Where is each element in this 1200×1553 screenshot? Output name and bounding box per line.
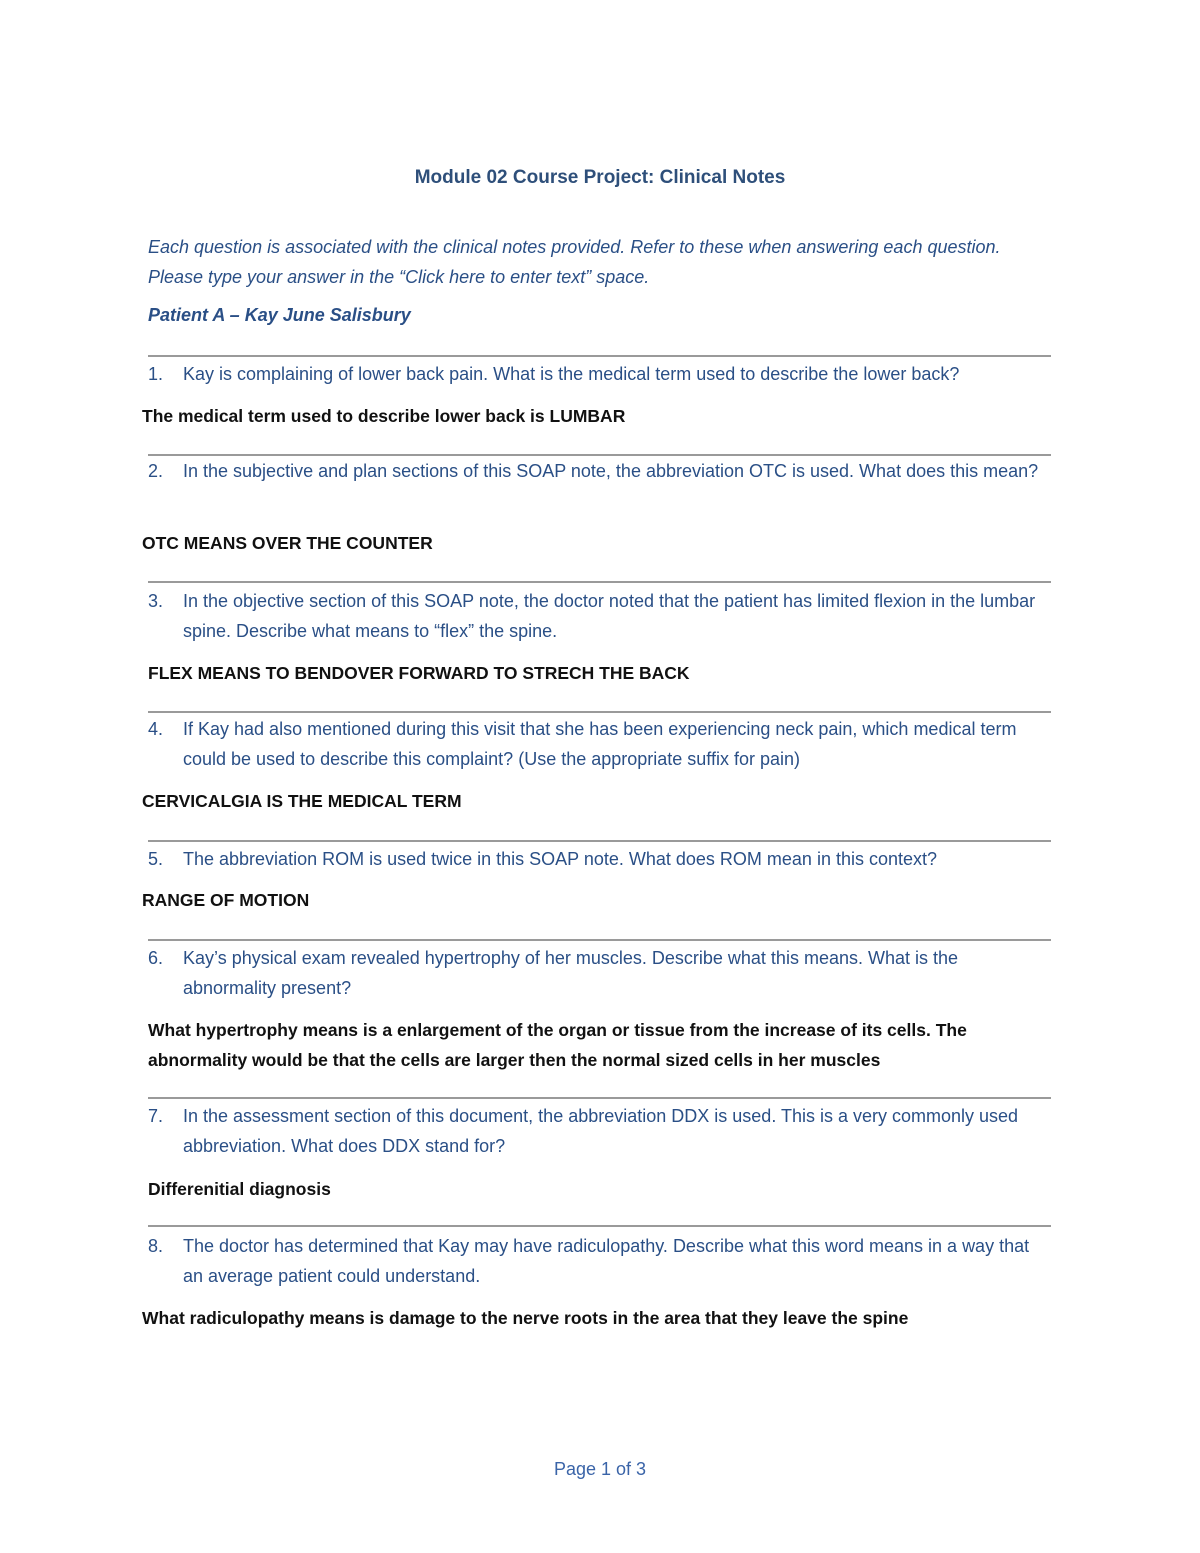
answer-field[interactable]: FLEX MEANS TO BENDOVER FORWARD TO STRECH THE BACK [148,663,690,683]
page-number: Page 1 of 3 [553,1459,647,1479]
patient-heading: Patient A – Kay June Salisbury [148,305,411,325]
question-7 [148,1101,1053,1161]
question-number: 1. [148,364,164,384]
question-3 [148,586,1053,646]
question-text: The abbreviation ROM is used twice in this SOAP note. What does ROM mean in this context? [183,849,938,869]
question-divider [148,355,1051,357]
answer-field[interactable]: The medical term used to describe lower back is LUMBAR [142,406,626,426]
question-4 [148,714,1053,774]
answer-field[interactable]: Differenitial diagnosis [148,1179,331,1199]
question-number: 2. [148,461,164,481]
question-text: In the assessment section of this document, the abbreviation DDX is used. This is a very commonly used abbreviation. What does DDX stand for? [183,1106,1019,1156]
question-6 [148,943,1053,1003]
question-number: 5. [148,849,164,869]
document-title: Module 02 Course Project: Clinical Notes [414,167,786,188]
question-text: Kay’s physical exam revealed hypertrophy of her muscles. Describe what this means. What is the abnormality present? [183,948,959,998]
answer-field[interactable]: What hypertrophy means is a enlargement of the organ or tissue from the increase of its cells. The abnormality would be that the cells are larger then the normal sized cells in her muscles [148,1020,967,1070]
question-divider [148,711,1051,713]
question-text: In the subjective and plan sections of this SOAP note, the abbreviation OTC is used. What does this mean? [183,461,1039,481]
question-1 [148,359,1053,389]
question-text: In the objective section of this SOAP note, the doctor noted that the patient has limited flexion in the lumbar spine. Describe what means to “flex” the spine. [183,591,1036,641]
question-5 [148,844,1053,874]
question-number: 4. [148,719,164,739]
question-divider [148,939,1051,941]
question-divider [148,840,1051,842]
question-divider [148,581,1051,583]
question-number: 7. [148,1106,164,1126]
question-number: 8. [148,1236,164,1256]
answer-field[interactable]: OTC MEANS OVER THE COUNTER [142,533,433,553]
instructions-text: Each question is associated with the clinical notes provided. Refer to these when answering each question. Please type your answer in the “Click here to enter text” space. [148,237,1001,287]
question-divider [148,1225,1051,1227]
question-divider [148,1097,1051,1099]
answer-field[interactable]: RANGE OF MOTION [142,890,310,910]
question-text: Kay is complaining of lower back pain. What is the medical term used to describe the lower back? [183,364,960,384]
answer-field[interactable]: CERVICALGIA IS THE MEDICAL TERM [142,791,462,811]
question-number: 6. [148,948,164,968]
question-text: The doctor has determined that Kay may have radiculopathy. Describe what this word means in a way that an average patient could understand. [183,1236,1030,1286]
question-2 [148,456,1053,486]
question-number: 3. [148,591,164,611]
question-8 [148,1231,1053,1291]
answer-field[interactable]: What radiculopathy means is damage to the nerve roots in the area that they leave the spine [142,1308,909,1328]
question-text: If Kay had also mentioned during this visit that she has been experiencing neck pain, which medical term could be used to describe this complaint? (Use the appropriate suffix for pain) [183,719,1017,769]
